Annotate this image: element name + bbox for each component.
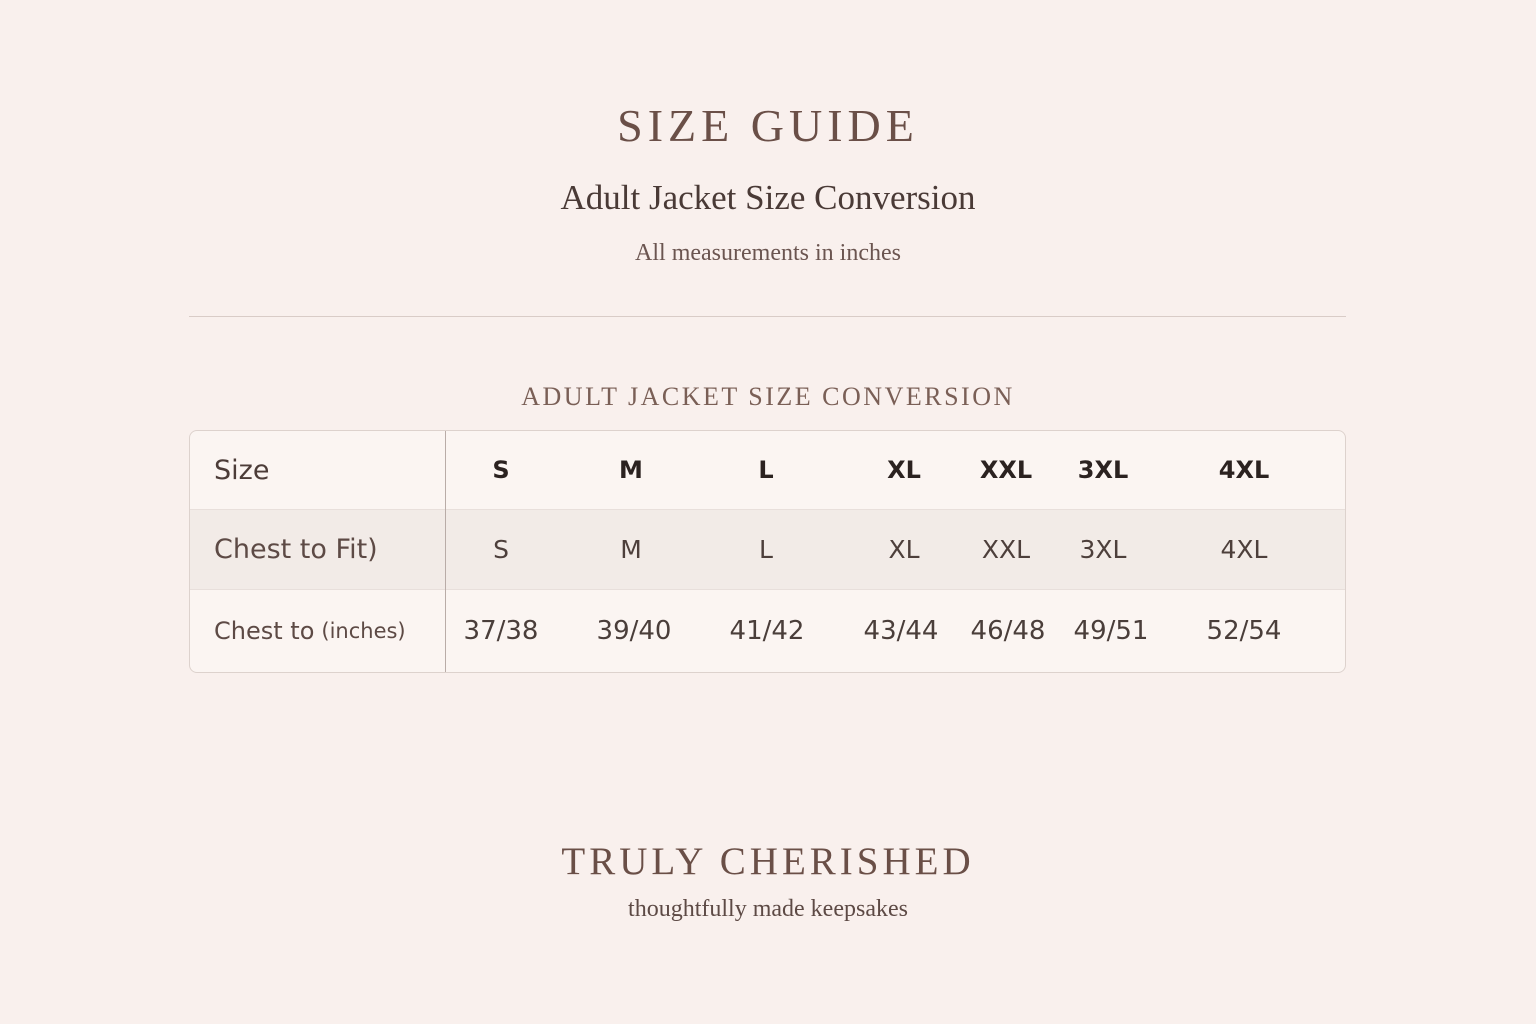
table-cell: L (759, 535, 773, 564)
table-cell: M (619, 456, 643, 484)
row-label: Size (214, 454, 270, 486)
table-cell: M (620, 535, 642, 564)
table-row-size (190, 431, 1345, 509)
table-cell: XL (887, 456, 921, 484)
table-cell: S (492, 456, 510, 484)
table-cell: 46/48 (970, 615, 1046, 646)
footer-brand: TRULY CHERISHED (561, 840, 975, 883)
table-cell: S (493, 535, 509, 564)
table-row-chest-fit (190, 509, 1345, 590)
table-cell: 37/38 (463, 615, 539, 646)
table-cell: 4XL (1218, 456, 1270, 484)
table-cell: XXL (979, 456, 1033, 484)
table-cell: 3XL (1079, 535, 1127, 564)
column-divider (445, 431, 446, 672)
table-cell: 3XL (1077, 456, 1129, 484)
table-cell: L (758, 456, 774, 484)
table-cell: 43/44 (863, 615, 939, 646)
footer-tagline: thoughtfully made keepsakes (628, 896, 908, 922)
measurement-note: All measurements in inches (635, 240, 901, 266)
page-subtitle: Adult Jacket Size Conversion (560, 178, 976, 217)
row-label: Chest to (inches) (214, 616, 406, 645)
row-label: Chest to Fit) (214, 534, 378, 565)
table-cell: XL (888, 535, 920, 564)
header-divider (189, 316, 1346, 317)
table-cell: XXL (981, 535, 1031, 564)
table-cell: 4XL (1220, 535, 1268, 564)
table-cell: 49/51 (1073, 615, 1149, 646)
table-cell: 41/42 (729, 615, 805, 646)
table-cell: 52/54 (1206, 615, 1282, 646)
table-row-chest-inches (190, 589, 1345, 672)
table-heading: ADULT JACKET SIZE CONVERSION (521, 382, 1015, 411)
page-title: SIZE GUIDE (617, 100, 919, 151)
size-conversion-table (189, 430, 1346, 673)
table-cell: 39/40 (596, 615, 672, 646)
